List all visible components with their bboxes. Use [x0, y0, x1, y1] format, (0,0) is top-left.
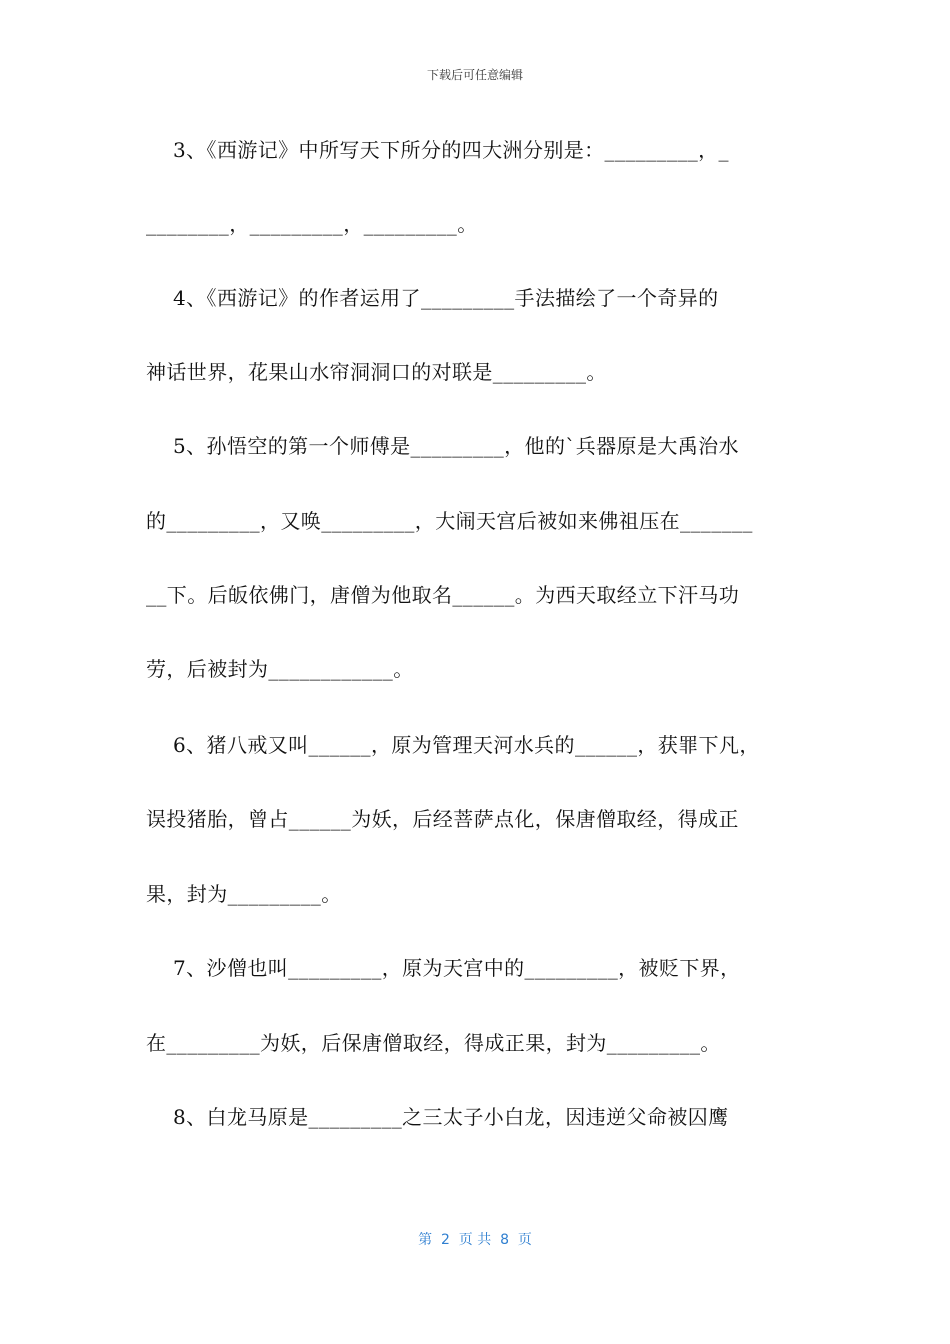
question-6-line-2: 误投猪胎，曾占______为妖，后经菩萨点化，保唐僧取经，得成正 — [146, 807, 739, 831]
question-6-line-1: 6、猪八戒又叫______，原为管理天河水兵的______，获罪下凡， — [146, 733, 760, 757]
question-4-line-2: 神话世界，花果山水帘洞洞口的对联是_________。 — [146, 360, 607, 384]
page-footer: 第 2 页 共 8 页 — [418, 1232, 532, 1248]
question-6-line-3: 果，封为_________。 — [146, 882, 342, 906]
question-7-line-2: 在_________为妖，后保唐僧取经，得成正果，封为_________。 — [146, 1031, 721, 1055]
page-header: 下载后可任意编辑 — [426, 68, 523, 82]
question-4-line-1: 4、《西游记》的作者运用了_________手法描绘了一个奇异的 — [146, 286, 719, 310]
question-8-line-1: 8、白龙马原是_________之三太子小白龙，因违逆父命被囚鹰 — [146, 1105, 729, 1129]
question-7-line-1: 7、沙僧也叫_________，原为天宫中的_________，被贬下界， — [146, 956, 741, 980]
question-5-line-4: 劳，后被封为____________。 — [146, 657, 414, 681]
question-5-line-2: 的_________，又唤_________，大闹天宫后被如来佛祖压在_______ — [146, 509, 753, 533]
question-5-line-3: __下。后皈依佛门，唐僧为他取名______。为西天取经立下汗马功 — [146, 583, 740, 607]
question-3-line-2: ________，_________，_________。 — [146, 212, 478, 236]
question-5-line-1: 5、孙悟空的第一个师傅是_________，他的`兵器原是大禹治水 — [146, 434, 739, 458]
question-3-line-1: 3、《西游记》中所写天下所分的四大洲分别是：_________，_ — [146, 138, 729, 162]
